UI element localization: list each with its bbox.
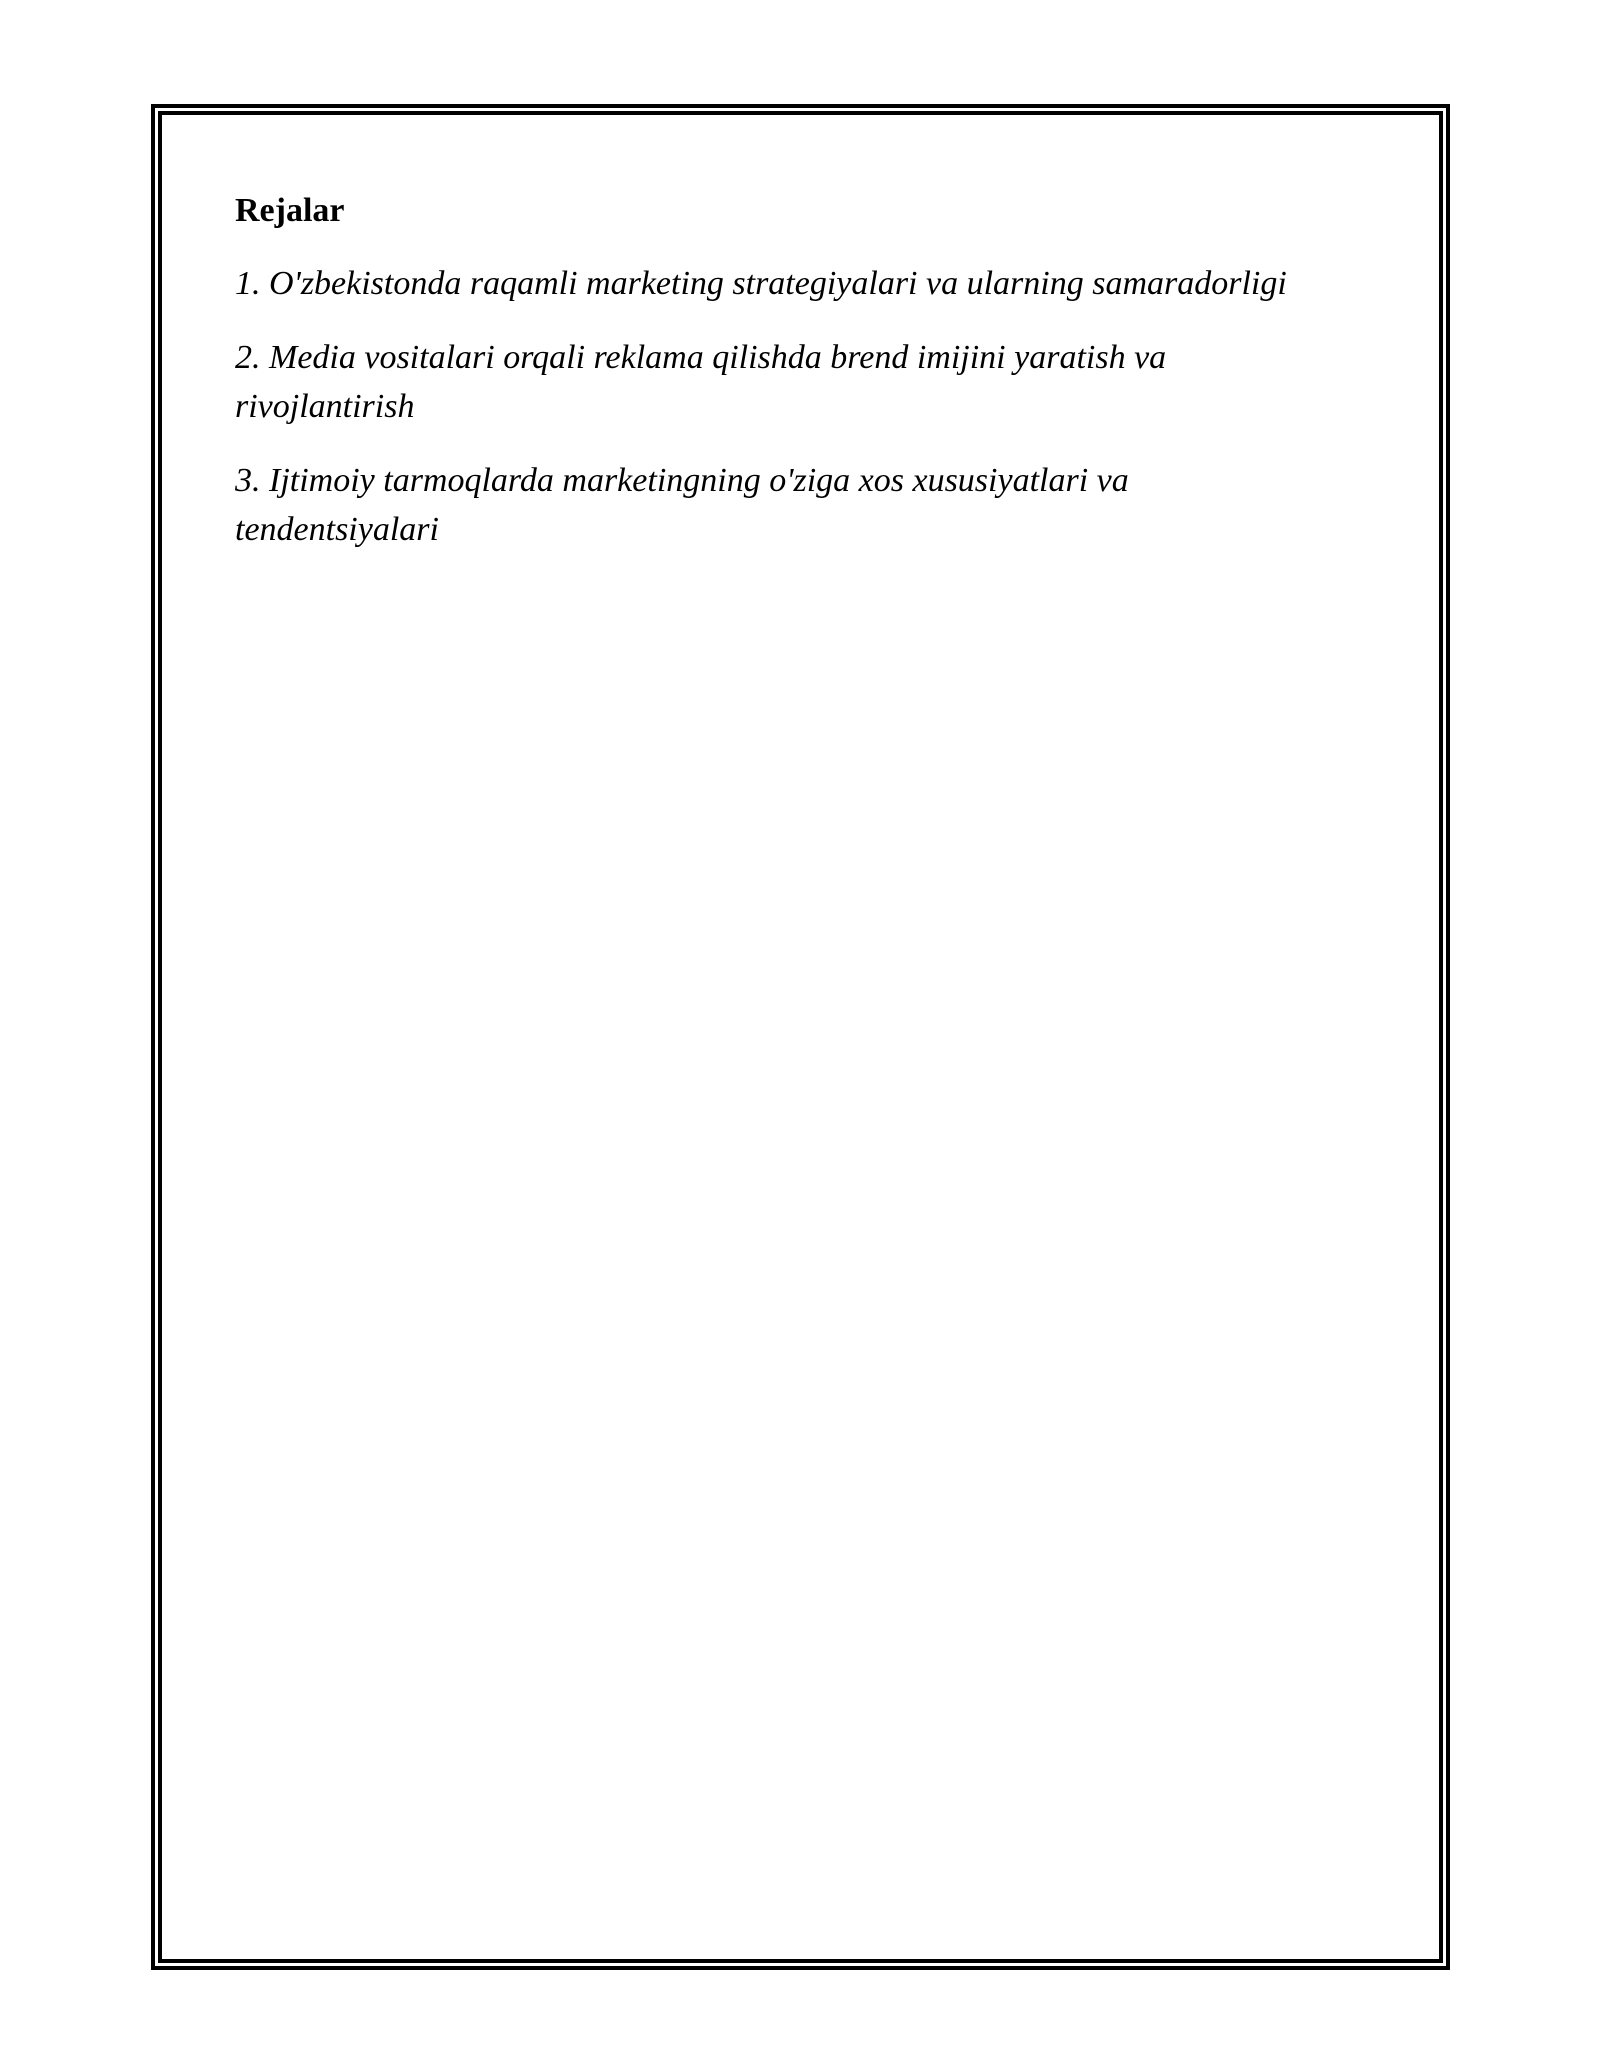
page-heading: Rejalar xyxy=(235,192,345,229)
plan-item-2: 2. Media vositalari orqali reklama qilishda brend imijini yaratish va rivojlantirish xyxy=(235,339,1167,425)
plan-item-3: 3. Ijtimoiy tarmoqlarda marketingning o'ziga xos xususiyatlari va tendentsiyalari xyxy=(235,462,1129,548)
plan-item-1: 1. O'zbekistonda raqamli marketing strategiyalari va ularning samaradorligi xyxy=(235,265,1287,302)
plan-list xyxy=(235,259,1295,554)
page-content xyxy=(235,187,1295,579)
